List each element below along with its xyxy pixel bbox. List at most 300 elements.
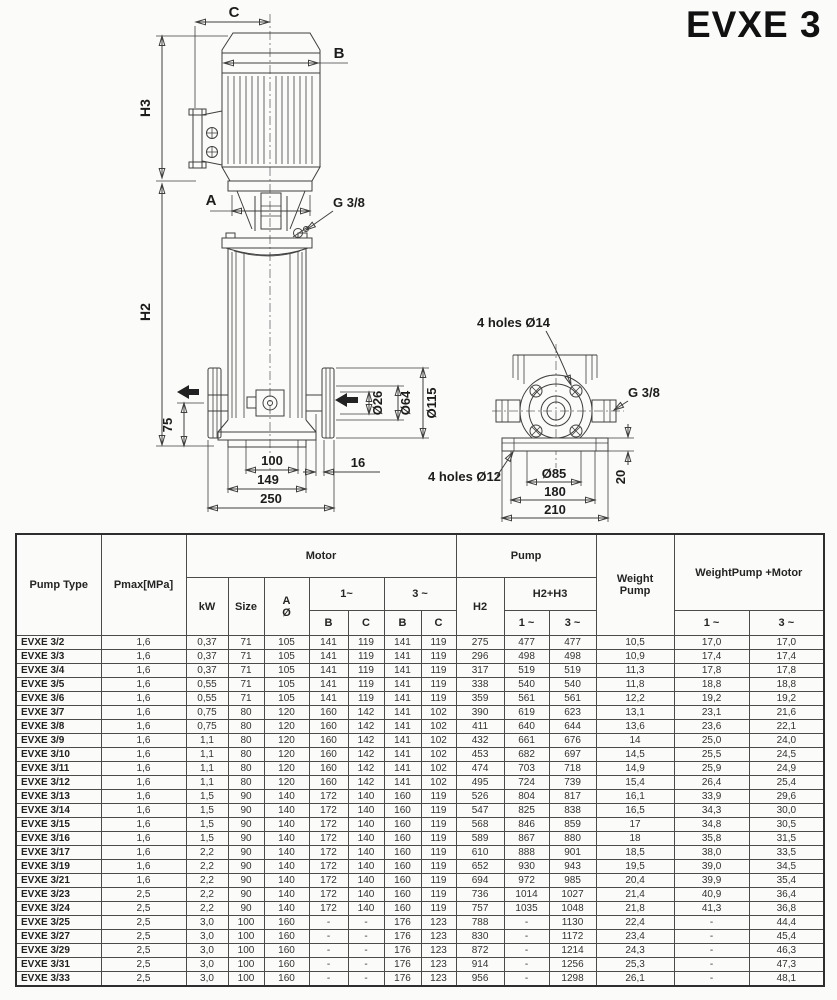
value-cell: - [309,916,348,930]
value-cell: 3,0 [186,916,228,930]
value-cell: 540 [504,678,549,692]
value-cell: 2,5 [101,972,186,987]
value-cell: 141 [384,664,421,678]
pump-type-cell: EVXE 3/6 [16,692,101,706]
header-dia: Ø [282,606,291,619]
value-cell: 142 [348,776,384,790]
value-cell: 176 [384,972,421,987]
base-plate [502,438,608,451]
value-cell: 930 [504,860,549,874]
value-cell: 44,4 [749,916,824,930]
value-cell: 652 [456,860,504,874]
value-cell: 172 [309,874,348,888]
value-cell: 123 [421,930,456,944]
value-cell: 141 [384,762,421,776]
value-cell: 21,4 [596,888,674,902]
value-cell: 119 [421,902,456,916]
value-cell: 140 [264,846,309,860]
value-cell: 172 [309,888,348,902]
value-cell: 561 [549,692,596,706]
value-cell: 640 [504,720,549,734]
spec-table-header [16,534,824,636]
value-cell: 160 [384,874,421,888]
value-cell: 610 [456,846,504,860]
value-cell: 123 [421,958,456,972]
value-cell: 788 [456,916,504,930]
value-cell: 80 [228,706,264,720]
value-cell: 90 [228,790,264,804]
value-cell: 1,6 [101,860,186,874]
flow-arrow-right [335,393,358,407]
pump-column [228,248,306,420]
header-weight-line1: Weight [616,573,654,585]
motor-bracket [189,109,222,168]
header-h2: H2 [456,578,504,636]
value-cell: 35,4 [749,874,824,888]
value-cell: 105 [264,692,309,706]
value-cell: 477 [504,636,549,650]
value-cell: 13,1 [596,706,674,720]
value-cell: 2,5 [101,944,186,958]
value-cell: 1,6 [101,832,186,846]
value-cell: - [348,972,384,987]
value-cell: 172 [309,846,348,860]
value-cell: 2,2 [186,874,228,888]
value-cell: 359 [456,692,504,706]
value-cell: 141 [309,650,348,664]
value-cell: 142 [348,734,384,748]
header-pump-group: Pump [456,534,596,578]
table-row [16,762,824,776]
value-cell: 160 [309,762,348,776]
value-cell: 123 [421,972,456,987]
holes14-label: 4 holes Ø14 [477,315,550,330]
value-cell: 119 [348,678,384,692]
value-cell: 21,8 [596,902,674,916]
value-cell: 23,4 [596,930,674,944]
value-cell: 71 [228,636,264,650]
value-cell: 140 [264,790,309,804]
value-cell: 2,2 [186,846,228,860]
value-cell: 123 [421,916,456,930]
dim-label-h3: H3 [137,99,153,117]
dim-label-d26: Ø26 [370,390,385,416]
value-cell: 18 [596,832,674,846]
value-cell: 100 [228,916,264,930]
dim-label-h2: H2 [137,303,153,321]
value-cell: 23,1 [674,706,749,720]
value-cell: 140 [264,902,309,916]
value-cell: 20,4 [596,874,674,888]
value-cell: 1,6 [101,748,186,762]
value-cell: 123 [421,944,456,958]
value-cell: 21,6 [749,706,824,720]
value-cell: 914 [456,958,504,972]
value-cell: 757 [456,902,504,916]
value-cell: 140 [348,790,384,804]
value-cell: 943 [549,860,596,874]
pump-type-cell: EVXE 3/29 [16,944,101,958]
flow-arrow-left [177,385,199,399]
value-cell: 80 [228,720,264,734]
value-cell: 1,6 [101,846,186,860]
value-cell: 1,6 [101,706,186,720]
value-cell: 140 [264,804,309,818]
value-cell: 160 [384,804,421,818]
dim-label-c: C [228,4,240,21]
value-cell: 120 [264,706,309,720]
value-cell: 2,5 [101,916,186,930]
table-row [16,734,824,748]
value-cell: 120 [264,720,309,734]
base-view-dimensions [428,315,660,522]
pump-base-view [428,315,660,522]
value-cell: 1,6 [101,720,186,734]
value-cell: 160 [309,734,348,748]
header-b-3ph: B [384,611,421,636]
value-cell: 3,0 [186,944,228,958]
table-row [16,664,824,678]
value-cell: 100 [228,944,264,958]
value-cell: 703 [504,762,549,776]
value-cell: 0,75 [186,720,228,734]
value-cell: 160 [384,790,421,804]
value-cell: 141 [384,720,421,734]
value-cell: 119 [421,888,456,902]
value-cell: 3,0 [186,930,228,944]
value-cell: 2,5 [101,930,186,944]
value-cell: 90 [228,902,264,916]
value-cell: 34,5 [749,860,824,874]
value-cell: 119 [421,790,456,804]
table-row [16,846,824,860]
header-a-dia [264,578,309,636]
value-cell: 160 [264,958,309,972]
value-cell: 846 [504,818,549,832]
value-cell: 160 [309,748,348,762]
value-cell: 519 [504,664,549,678]
value-cell: 1027 [549,888,596,902]
dim-label-a: A [205,192,217,209]
value-cell: 736 [456,888,504,902]
value-cell: 140 [264,860,309,874]
value-cell: 24,0 [749,734,824,748]
table-row [16,916,824,930]
header-weight-line2: Pump [619,585,651,597]
value-cell: 160 [384,846,421,860]
value-cell: 817 [549,790,596,804]
pump-type-cell: EVXE 3/8 [16,720,101,734]
value-cell: 119 [421,664,456,678]
value-cell: 1,6 [101,874,186,888]
value-cell: 1,6 [101,804,186,818]
value-cell: 24,3 [596,944,674,958]
value-cell: 33,5 [749,846,824,860]
value-cell: 140 [348,902,384,916]
value-cell: - [674,944,749,958]
value-cell: 661 [504,734,549,748]
value-cell: 1,5 [186,790,228,804]
value-cell: 956 [456,972,504,987]
value-cell: 25,5 [674,748,749,762]
value-cell: - [674,930,749,944]
table-row [16,650,824,664]
value-cell: 1,6 [101,692,186,706]
value-cell: 140 [348,860,384,874]
value-cell: 141 [384,748,421,762]
value-cell: 0,55 [186,678,228,692]
value-cell: 160 [264,916,309,930]
header-weight-pump-motor: WeightPump +Motor [674,534,824,611]
value-cell: 872 [456,944,504,958]
value-cell: 39,9 [674,874,749,888]
value-cell: 102 [421,748,456,762]
value-cell: 172 [309,832,348,846]
value-cell: 1298 [549,972,596,987]
value-cell: 17,0 [749,636,824,650]
value-cell: 1172 [549,930,596,944]
page-title: EVXE 3 [686,4,822,45]
table-row [16,804,824,818]
table-row [16,790,824,804]
value-cell: 119 [348,636,384,650]
table-row [16,874,824,888]
dim-label-210: 210 [544,502,566,517]
value-cell: 105 [264,650,309,664]
pump-head-flange [222,233,312,256]
value-cell: 39,0 [674,860,749,874]
pump-type-cell: EVXE 3/2 [16,636,101,650]
pump-type-cell: EVXE 3/17 [16,846,101,860]
holes12-label: 4 holes Ø12 [428,469,501,484]
header-pmax: Pmax[MPa] [101,534,186,636]
value-cell: 17,8 [674,664,749,678]
value-cell: 1,6 [101,664,186,678]
value-cell: 176 [384,916,421,930]
value-cell: 390 [456,706,504,720]
pump-type-cell: EVXE 3/9 [16,734,101,748]
value-cell: 25,3 [596,958,674,972]
value-cell: 1,5 [186,818,228,832]
value-cell: 36,4 [749,888,824,902]
value-cell: 172 [309,804,348,818]
value-cell: 160 [384,832,421,846]
value-cell: 25,0 [674,734,749,748]
value-cell: 17,0 [674,636,749,650]
value-cell: 12,2 [596,692,674,706]
value-cell: 1,6 [101,650,186,664]
value-cell: 17 [596,818,674,832]
value-cell: 296 [456,650,504,664]
value-cell: 160 [384,902,421,916]
value-cell: 697 [549,748,596,762]
dim-label-16: 16 [350,455,366,470]
value-cell: 1256 [549,958,596,972]
value-cell: 10,5 [596,636,674,650]
value-cell: 160 [264,944,309,958]
value-cell: 160 [309,776,348,790]
pump-type-cell: EVXE 3/19 [16,860,101,874]
value-cell: 867 [504,832,549,846]
value-cell: 140 [348,874,384,888]
value-cell: 901 [549,846,596,860]
value-cell: 34,3 [674,804,749,818]
value-cell: 48,1 [749,972,824,987]
header-size: Size [228,578,264,636]
value-cell: 119 [348,650,384,664]
value-cell: 140 [264,874,309,888]
value-cell: 540 [549,678,596,692]
value-cell: 30,5 [749,818,824,832]
value-cell: 275 [456,636,504,650]
pump-type-cell: EVXE 3/7 [16,706,101,720]
value-cell: 102 [421,762,456,776]
value-cell: 80 [228,762,264,776]
value-cell: 71 [228,692,264,706]
spec-table-body [16,636,824,987]
value-cell: 16,1 [596,790,674,804]
dim-label-149: 149 [257,472,279,487]
value-cell: 14,9 [596,762,674,776]
value-cell: 3,0 [186,972,228,987]
value-cell: 830 [456,930,504,944]
value-cell: 1130 [549,916,596,930]
value-cell: 10,9 [596,650,674,664]
pump-type-cell: EVXE 3/12 [16,776,101,790]
value-cell: - [348,944,384,958]
header-a: A [282,594,291,607]
value-cell: 105 [264,664,309,678]
value-cell: 160 [309,706,348,720]
value-cell: 140 [264,832,309,846]
pump-type-cell: EVXE 3/33 [16,972,101,987]
value-cell: 36,8 [749,902,824,916]
value-cell: 2,5 [101,902,186,916]
table-row [16,860,824,874]
table-row [16,902,824,916]
value-cell: 30,0 [749,804,824,818]
table-row [16,818,824,832]
value-cell: 90 [228,804,264,818]
value-cell: 1,6 [101,734,186,748]
value-cell: 160 [384,860,421,874]
value-cell: 619 [504,706,549,720]
table-row [16,930,824,944]
value-cell: 22,1 [749,720,824,734]
value-cell: 838 [549,804,596,818]
value-cell: 140 [264,818,309,832]
value-cell: 22,4 [596,916,674,930]
dim-label-100: 100 [261,453,283,468]
value-cell: 120 [264,748,309,762]
pump-type-cell: EVXE 3/31 [16,958,101,972]
value-cell: 160 [264,930,309,944]
value-cell: 694 [456,874,504,888]
value-cell: 1048 [549,902,596,916]
value-cell: 140 [348,818,384,832]
value-cell: 119 [421,874,456,888]
value-cell: 26,4 [674,776,749,790]
value-cell: 589 [456,832,504,846]
value-cell: 102 [421,776,456,790]
value-cell: 100 [228,930,264,944]
value-cell: - [348,958,384,972]
value-cell: - [504,916,549,930]
value-cell: 2,5 [101,888,186,902]
value-cell: 141 [309,692,348,706]
value-cell: 119 [348,692,384,706]
dim-label-20: 20 [613,469,628,485]
table-row [16,636,824,650]
value-cell: 160 [384,888,421,902]
value-cell: 18,5 [596,846,674,860]
value-cell: 718 [549,762,596,776]
value-cell: 172 [309,902,348,916]
value-cell: - [504,958,549,972]
pump-type-cell: EVXE 3/21 [16,874,101,888]
header-pump-type: Pump Type [16,534,101,636]
value-cell: 172 [309,860,348,874]
table-row [16,832,824,846]
value-cell: 25,9 [674,762,749,776]
value-cell: 160 [384,818,421,832]
value-cell: 80 [228,748,264,762]
value-cell: 29,6 [749,790,824,804]
value-cell: 80 [228,776,264,790]
header-h2h3-3ph: 3 ~ [549,611,596,636]
value-cell: 24,5 [749,748,824,762]
value-cell: 0,55 [186,692,228,706]
value-cell: 119 [421,678,456,692]
table-row [16,692,824,706]
value-cell: 2,2 [186,860,228,874]
value-cell: 526 [456,790,504,804]
value-cell: 644 [549,720,596,734]
table-row [16,944,824,958]
value-cell: 141 [384,636,421,650]
value-cell: 0,37 [186,664,228,678]
value-cell: 13,6 [596,720,674,734]
pump-type-cell: EVXE 3/3 [16,650,101,664]
spec-table [15,533,825,987]
value-cell: 172 [309,818,348,832]
table-row [16,720,824,734]
dim-label-75: 75 [160,417,175,433]
thread-label-base: G 3/8 [628,385,660,400]
value-cell: 141 [384,734,421,748]
value-cell: 474 [456,762,504,776]
value-cell: - [309,958,348,972]
pump-base [218,420,316,447]
value-cell: 498 [549,650,596,664]
header-weight-pump [596,534,674,636]
value-cell: 176 [384,930,421,944]
value-cell: 141 [309,664,348,678]
value-cell: - [309,930,348,944]
pump-type-cell: EVXE 3/27 [16,930,101,944]
value-cell: 141 [309,678,348,692]
pump-side-view [137,4,439,512]
value-cell: 119 [421,860,456,874]
value-cell: 623 [549,706,596,720]
table-row [16,972,824,987]
value-cell: 90 [228,860,264,874]
table-row [16,958,824,972]
header-wpm-3ph: 3 ~ [749,611,824,636]
value-cell: 3,0 [186,958,228,972]
value-cell: - [504,944,549,958]
header-c-3ph: C [421,611,456,636]
